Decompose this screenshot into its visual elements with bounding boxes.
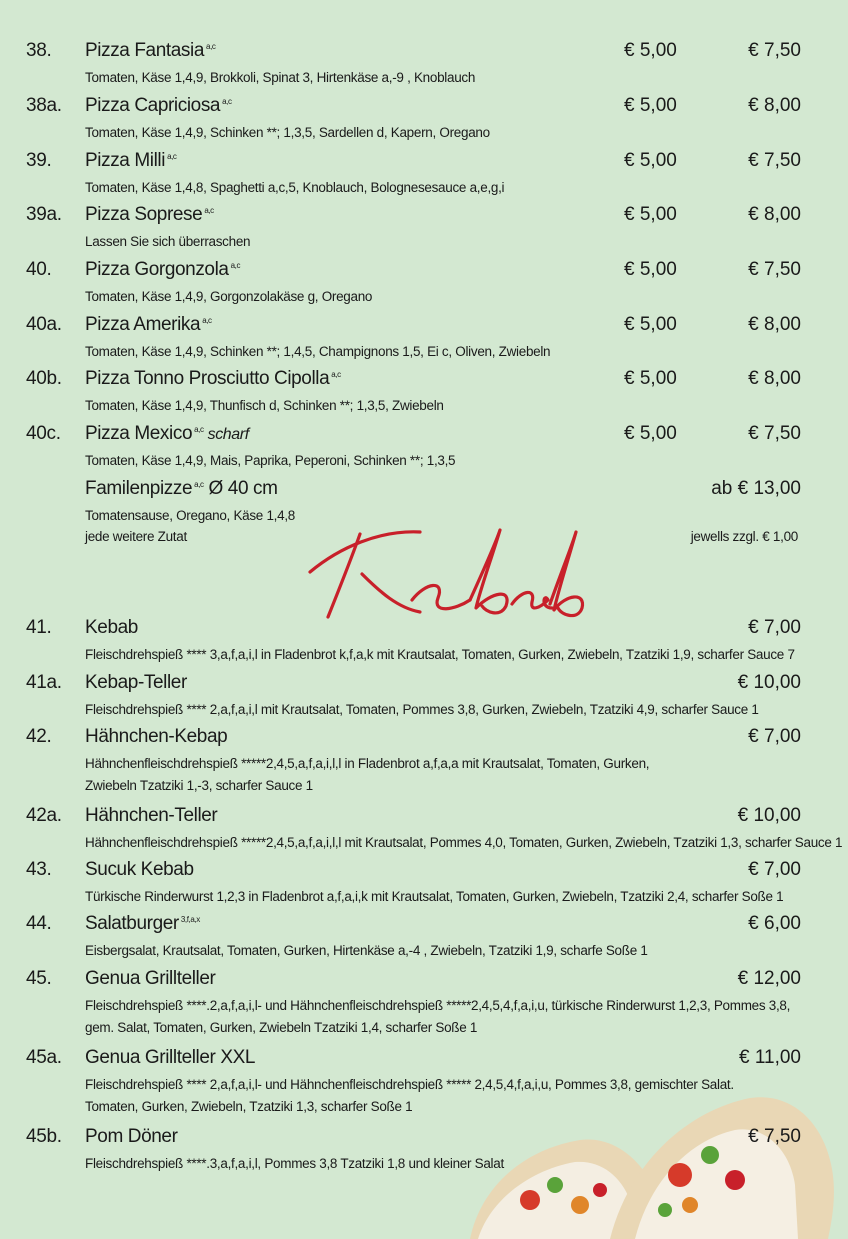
description-line: Türkische Rinderwurst 1,2,3 in Fladenbrot a,f,a,i,k mit Krautsalat, Tomaten, Gurken, Zwiebeln, Tzatziki 2,4, scharfer Soße 1 <box>85 889 784 904</box>
allergen-sup: a,c <box>194 424 204 434</box>
price-large: € 8,00 <box>748 368 801 389</box>
family-price: ab € 13,00 <box>711 478 801 499</box>
description-line: Eisbergsalat, Krautsalat, Tomaten, Gurken, Hirtenkäse a,-4 , Zwiebeln, Tzatziki 1,9, scharfe Soße 1 <box>85 943 648 958</box>
item-price: € 7,00 <box>748 726 801 747</box>
description-line: Lassen Sie sich überraschen <box>85 234 251 249</box>
item-description <box>85 995 805 1039</box>
allergen-sup: a,c <box>167 151 177 161</box>
description-line: Tomaten, Käse 1,4,9, Schinken **; 1,4,5, Champignons 1,5, Ei c, Oliven, Zwiebeln <box>85 344 551 359</box>
item-number: 45a. <box>26 1047 62 1068</box>
item-name: Sucuk Kebab <box>85 859 194 880</box>
item-name-text: Pizza Tonno Prosciutto Cipolla <box>85 368 330 389</box>
allergen-sup: a,c <box>194 479 204 489</box>
item-name <box>85 204 214 226</box>
item-name <box>85 368 341 390</box>
item-number: 45b. <box>26 1126 62 1147</box>
item-name <box>85 40 216 62</box>
description-line: Tomaten, Käse 1,4,9, Brokkoli, Spinat 3, Hirtenkäse a,-9 , Knoblauch <box>85 70 476 85</box>
price-small: € 5,00 <box>624 423 677 444</box>
item-description <box>85 940 805 962</box>
item-name <box>85 95 232 117</box>
description-line: Hähnchenfleischdrehspieß *****2,4,5,a,f,a,i,l,l mit Krautsalat, Pommes 4,0, Tomaten, Gurken, Zwiebeln, Tzatziki 1,3, scharfer Sauce 1 <box>85 835 843 850</box>
description-line: Fleischdrehspieß **** 2,a,f,a,i,l mit Krautsalat, Tomaten, Pommes 3,8, Gurken, Zwiebeln, Tzatziki 4,9, scharfer Sauce 1 <box>85 702 759 717</box>
description-line: Fleischdrehspieß ****.2,a,f,a,i,l- und Hähnchenfleischdrehspieß *****2,4,5,4,f,a,i,u, türkische Rinderwurst 1,2,3, Pommes 3,8, <box>85 998 791 1013</box>
item-number: 39. <box>26 150 52 171</box>
item-name-text: Pizza Capriciosa <box>85 95 221 116</box>
price-large: € 8,00 <box>748 204 801 225</box>
item-description <box>85 644 805 666</box>
price-large: € 7,50 <box>748 150 801 171</box>
item-number: 40b. <box>26 368 62 389</box>
item-price: € 12,00 <box>737 968 801 989</box>
item-price: € 7,50 <box>748 1126 801 1147</box>
allergen-sup: a,c <box>204 205 214 215</box>
allergen-sup: a,c <box>206 41 216 51</box>
price-large: € 7,50 <box>748 423 801 444</box>
price-large: € 7,50 <box>748 259 801 280</box>
description-line: Tomaten, Käse 1,4,9, Schinken **; 1,3,5, Sardellen d, Kapern, Oregano <box>85 125 490 140</box>
item-name <box>85 314 212 336</box>
description-line: Fleischdrehspieß **** 2,a,f,a,i,l- und Hähnchenfleischdrehspieß ***** 2,4,5,4,f,a,i,u, Pommes 3,8, gemischter Salat. <box>85 1077 734 1092</box>
price-small: € 5,00 <box>624 40 677 61</box>
item-name-text: Pizza Fantasia <box>85 40 205 61</box>
item-name-text: Pizza Soprese <box>85 204 203 225</box>
description-line: Tomaten, Käse 1,4,9, Gorgonzolakäse g, Oregano <box>85 289 373 304</box>
item-name: Genua Grillteller <box>85 968 216 989</box>
price-small: € 5,00 <box>624 259 677 280</box>
item-number: 44. <box>26 913 52 934</box>
pizza-size: Ø 40 cm <box>208 478 278 499</box>
allergen-sup: a,c <box>331 369 341 379</box>
item-number: 42a. <box>26 805 62 826</box>
item-number: 40a. <box>26 314 62 335</box>
item-description <box>85 67 805 89</box>
item-price: € 11,00 <box>739 1047 801 1068</box>
item-price: € 10,00 <box>737 805 801 826</box>
item-number: 38. <box>26 40 52 61</box>
item-price: € 7,00 <box>748 617 801 638</box>
item-number: 38a. <box>26 95 62 116</box>
price-small: € 5,00 <box>624 368 677 389</box>
item-description <box>85 341 805 363</box>
item-description <box>85 699 805 721</box>
item-name <box>85 913 200 935</box>
item-number: 40. <box>26 259 52 280</box>
item-price: € 10,00 <box>737 672 801 693</box>
item-name: Kebab <box>85 617 138 638</box>
item-name-text: Pizza Milli <box>85 150 166 171</box>
item-name: Pom Döner <box>85 1126 178 1147</box>
item-description <box>85 753 805 797</box>
item-description <box>85 122 805 144</box>
item-description <box>85 1153 805 1175</box>
item-name-text: Familenpizze <box>85 478 193 499</box>
item-description <box>85 886 805 908</box>
item-number: 42. <box>26 726 52 747</box>
price-small: € 5,00 <box>624 150 677 171</box>
extra-topping-price: jewells zzgl. € 1,00 <box>690 529 798 544</box>
allergen-sup: a,c <box>202 315 212 325</box>
item-number: 41a. <box>26 672 62 693</box>
extra-topping-label: jede weitere Zutat <box>85 529 187 544</box>
family-pizza-name <box>85 478 278 500</box>
item-name <box>85 150 177 172</box>
item-name-text: Salatburger <box>85 913 179 934</box>
item-name: Hähnchen-Teller <box>85 805 218 826</box>
price-large: € 8,00 <box>748 95 801 116</box>
spicy-label: scharf <box>207 426 249 443</box>
item-description <box>85 395 805 417</box>
price-small: € 5,00 <box>624 314 677 335</box>
item-description <box>85 177 805 199</box>
description-line: Zwiebeln Tzatziki 1,-3, scharfer Sauce 1 <box>85 778 313 793</box>
description-line: Tomaten, Käse 1,4,9, Mais, Paprika, Peperoni, Schinken **; 1,3,5 <box>85 453 456 468</box>
item-number: 41. <box>26 617 52 638</box>
description-line: Tomaten, Gurken, Zwiebeln, Tzatziki 1,3, scharfer Soße 1 <box>85 1099 413 1114</box>
description-line: Fleischdrehspieß **** 3,a,f,a,i,l in Fladenbrot k,f,a,k mit Krautsalat, Tomaten, Gurken, Zwiebeln, Tzatziki 1,9, scharfer Sauce 7 <box>85 647 795 662</box>
item-description <box>85 286 805 308</box>
item-name: Genua Grillteller XXL <box>85 1047 256 1068</box>
allergen-sup: a,c <box>222 96 232 106</box>
item-name: Hähnchen-Kebap <box>85 726 228 747</box>
item-name <box>85 423 249 445</box>
allergen-sup: 3,f,a,x <box>180 914 200 924</box>
price-large: € 7,50 <box>748 40 801 61</box>
item-number: 40c. <box>26 423 61 444</box>
item-description <box>85 450 805 472</box>
item-name: Kebap-Teller <box>85 672 187 693</box>
item-description <box>85 832 843 854</box>
item-name-text: Pizza Amerika <box>85 314 201 335</box>
description-line: Tomatensause, Oregano, Käse 1,4,8 <box>85 508 295 523</box>
price-small: € 5,00 <box>624 95 677 116</box>
kebab-section-title <box>300 512 590 632</box>
allergen-sup: a,c <box>230 260 241 270</box>
item-name <box>85 259 240 281</box>
item-description <box>85 231 805 253</box>
item-number: 43. <box>26 859 52 880</box>
description-line: Hähnchenfleischdrehspieß *****2,4,5,a,f,a,i,l,l in Fladenbrot a,f,a,a mit Krautsalat, Tomaten, Gurken, <box>85 756 650 771</box>
item-price: € 6,00 <box>748 913 801 934</box>
description-line: Tomaten, Käse 1,4,8, Spaghetti a,c,5, Knoblauch, Bolognesesauce a,e,g,i <box>85 180 505 195</box>
item-number: 39a. <box>26 204 62 225</box>
price-large: € 8,00 <box>748 314 801 335</box>
item-name-text: Pizza Gorgonzola <box>85 259 229 280</box>
item-number: 45. <box>26 968 52 989</box>
description-line: Fleischdrehspieß ****.3,a,f,a,i,l, Pommes 3,8 Tzatziki 1,8 und kleiner Salat <box>85 1156 504 1171</box>
description-line: Tomaten, Käse 1,4,9, Thunfisch d, Schinken **; 1,3,5, Zwiebeln <box>85 398 444 413</box>
description-line: gem. Salat, Tomaten, Gurken, Zwiebeln Tzatziki 1,4, scharfer Soße 1 <box>85 1020 478 1035</box>
item-name-text: Pizza Mexico <box>85 423 193 444</box>
item-price: € 7,00 <box>748 859 801 880</box>
price-small: € 5,00 <box>624 204 677 225</box>
